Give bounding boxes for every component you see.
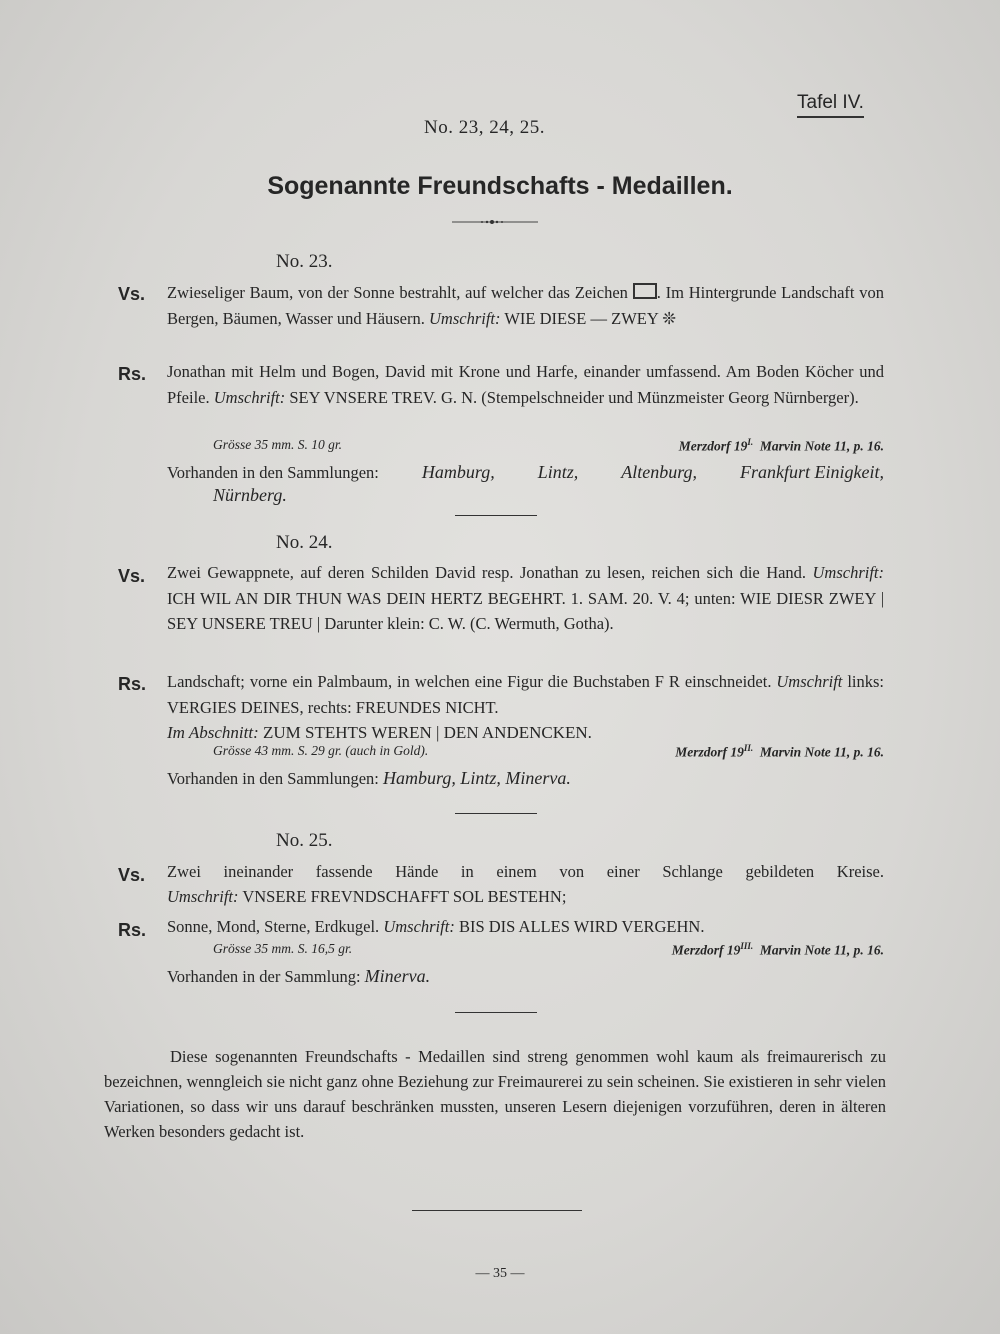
m25-vs-text: [167, 859, 884, 885]
m25-vs-body: Zwei ineinander fassende Hände in einem von einer Schlange gebildeten Kreise.: [167, 862, 884, 881]
m23-coll-2: Lintz,: [537, 462, 579, 482]
m23-rs-body: Jonathan mit Helm und Bogen, David mit Krone und Harfe, einander umfassend. Am Boden Köcher und Pfeile.: [167, 362, 884, 407]
separator-1: [455, 515, 537, 516]
m24-meta: [213, 743, 884, 761]
m23-coll-label: Vorhanden in den Sammlungen:: [167, 463, 379, 482]
m24-marvin: Marvin Note 11, p. 16.: [759, 744, 884, 760]
medal-24-number: No. 24.: [276, 532, 333, 553]
m23-rs-label: Rs.: [118, 364, 147, 384]
m23-meta: [213, 437, 884, 455]
m24-abschnitt: [167, 720, 884, 746]
m25-collections: [167, 964, 884, 990]
m25-coll-label: Vorhanden in der Sammlung:: [167, 967, 361, 986]
m25-merzdorf: Merzdorf 19: [671, 942, 741, 958]
m25-size: Grösse 35 mm. S. 16,5 gr.: [213, 941, 353, 956]
m23-vs-label: Vs.: [118, 284, 146, 304]
m24-size: Grösse 43 mm. S. 29 gr. (auch in Gold).: [213, 743, 429, 758]
m25-rs-umschrift-label: Umschrift:: [383, 917, 455, 936]
m23-merzdorf: Merzdorf 19: [678, 438, 748, 454]
m25-rs-umschrift: BIS DIS ALLES WIRD VERGEHN.: [458, 917, 705, 936]
m24-vs-umschrift: ICH WIL AN DIR THUN WAS DEIN HERTZ BEGEHRT. 1. SAM. 20. V. 4; unten: WIE DIESR ZWEY | SEY UNSERE TREU | Darunter klein: C. W. (C. Wermuth, Gotha).: [167, 588, 884, 633]
m24-abschnitt-label: Im Abschnitt:: [167, 723, 259, 742]
separator-3: [455, 1012, 537, 1013]
m24-refs: [675, 743, 884, 761]
m24-vs-label: Vs.: [118, 566, 146, 586]
m24-vs-umschrift-label: Umschrift:: [812, 563, 885, 582]
m23-vs-umschrift: WIE DIESE — ZWEY ❊: [504, 308, 677, 328]
m23-collections: [167, 460, 884, 486]
m23-vs-b: . Im Hintergrunde Landschaft von Bergen, Bäumen, Wasser und Häusern.: [167, 283, 885, 328]
m23-rs-text: [167, 359, 884, 410]
m25-marvin: Marvin Note 11, p. 16.: [759, 942, 884, 958]
m23-coll-4: Frankfurt Einigkeit,: [740, 462, 884, 482]
closing-paragraph: Diese sogenannten Freundschafts - Medaillen sind streng genommen wohl kaum als freimaurerisch zu bezeichnen, wenngleich sie nicht ganz ohne Beziehung zur Freimaurerei zu sein scheinen. Sie existieren in sehr vielen Variationen, so dass wir uns darauf beschränken mussten, unseren Lesern diejenigen vorzuführen, deren in älteren Werken besonders gedacht ist.: [104, 1047, 886, 1141]
m24-rs-umschrift: links: VERGIES DEINES, rechts: FREUNDES NICHT.: [167, 672, 885, 717]
m23-rs-umschrift-label: Umschrift:: [213, 387, 286, 407]
page-title: Sogenannte Freundschafts - Medaillen.: [267, 172, 733, 200]
square-sign-icon: [633, 283, 657, 299]
m23-size: Grösse 35 mm. S. 10 gr.: [213, 437, 343, 452]
footer-rule: [412, 1210, 582, 1211]
m25-vs-umschrift: VNSERE FREVNDSCHAFFT SOL BESTEHN;: [242, 887, 567, 906]
m23-coll-3: Altenburg,: [621, 462, 698, 482]
ornament-divider: [452, 217, 538, 227]
m23-refs: [679, 437, 884, 455]
m24-collections: [167, 766, 884, 792]
medal-23-number: No. 23.: [276, 251, 333, 272]
m24-vs-body: Zwei Gewappnete, auf deren Schilden David resp. Jonathan zu lesen, reichen sich die Hand.: [167, 563, 807, 582]
m25-rs-label: Rs.: [118, 920, 147, 940]
m24-rs-label: Rs.: [118, 674, 147, 694]
m23-rs-umschrift: SEY VNSERE TREV. G. N. (Stempelschneider und Münzmeister Georg Nürnberger).: [289, 387, 859, 407]
m25-rs-text: [167, 914, 884, 940]
m24-coll-places: Hamburg, Lintz, Minerva.: [383, 768, 571, 788]
m25-vs-umschrift-line: [167, 884, 884, 910]
m25-refs: [672, 941, 884, 959]
m24-merzdorf-sup: II.: [743, 743, 754, 753]
m25-vs-umschrift-label: Umschrift:: [167, 887, 239, 906]
m25-rs-body: Sonne, Mond, Sterne, Erdkugel.: [167, 917, 380, 936]
m23-vs-umschrift-label: Umschrift:: [429, 308, 501, 328]
m24-merzdorf: Merzdorf 19: [675, 744, 744, 760]
m25-vs-label: Vs.: [118, 865, 146, 885]
medal-25-number: No. 25.: [276, 830, 333, 851]
m24-abschnitt-text: ZUM STEHTS WEREN | DEN ANDENCKEN.: [263, 723, 592, 742]
section-numbers: No. 23, 24, 25.: [424, 117, 545, 138]
m24-rs-umschrift-label: Umschrift: [776, 672, 843, 691]
m23-vs-a: Zwieseliger Baum, von der Sonne bestrahlt, auf welcher das Zeichen: [167, 283, 628, 302]
separator-2: [455, 813, 537, 814]
m23-coll-5: Nürnberg.: [213, 485, 287, 505]
m24-coll-label: Vorhanden in den Sammlungen:: [167, 769, 379, 788]
m25-merzdorf-sup: III.: [740, 941, 754, 951]
m24-rs-body: Landschaft; vorne ein Palmbaum, in welchen eine Figur die Buchstaben F R einschneidet.: [167, 672, 772, 691]
m24-rs-text: [167, 669, 884, 720]
page-number: — 35 —: [475, 1266, 525, 1281]
m25-meta: [213, 941, 884, 959]
m23-marvin: Marvin Note 11, p. 16.: [759, 438, 884, 454]
m23-vs-text: [167, 280, 884, 331]
m25-coll-places: Minerva.: [364, 966, 431, 986]
m24-vs-text: [167, 560, 884, 637]
m23-merzdorf-sup: I.: [747, 437, 754, 447]
m23-coll-1: Hamburg,: [421, 462, 495, 482]
plate-label: Tafel IV.: [797, 92, 864, 118]
